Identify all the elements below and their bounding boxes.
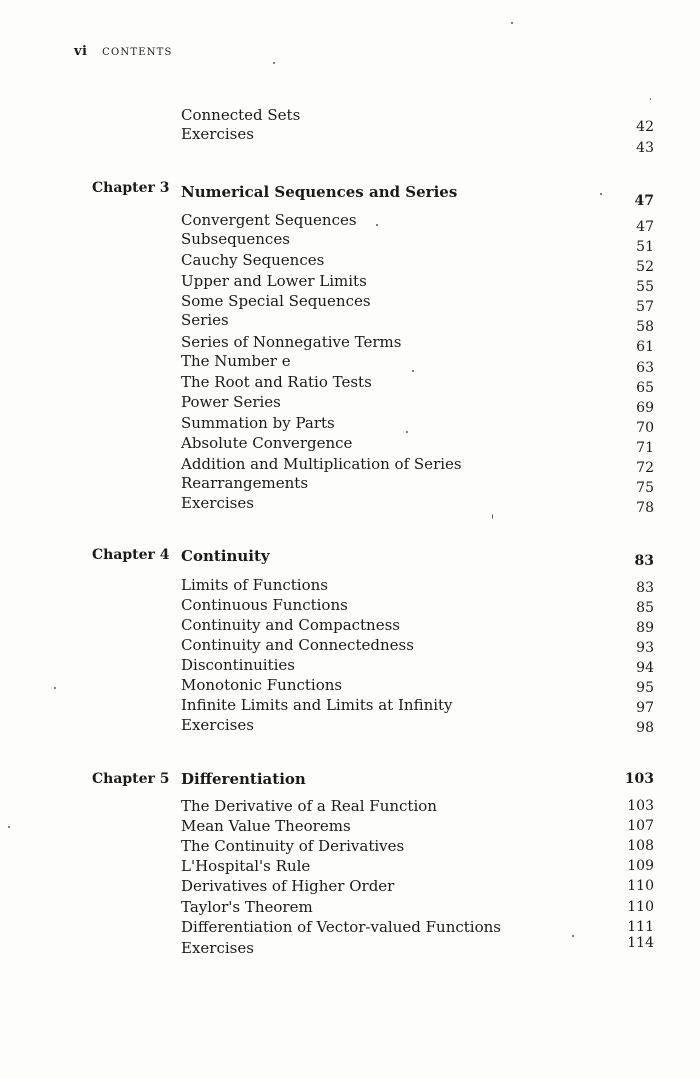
toc-entry-page: 72 — [636, 460, 654, 476]
toc-entry — [181, 106, 300, 124]
toc-entry-page: 110 — [627, 899, 654, 915]
scan-speck — [650, 98, 651, 100]
toc-entry-page: 61 — [636, 339, 654, 355]
toc-entry-page: 85 — [636, 600, 654, 616]
scan-speck — [511, 22, 513, 24]
toc-entry-title: Convergent Sequences — [181, 211, 357, 229]
scan-speck — [572, 935, 574, 937]
toc-entry — [181, 272, 367, 290]
toc-entry-page: 65 — [636, 380, 654, 396]
toc-entry-title: Derivatives of Higher Order — [181, 877, 395, 895]
toc-entry-title: Series — [181, 311, 229, 329]
chapter-page: 103 — [624, 771, 654, 787]
page-number: vi — [74, 44, 88, 59]
toc-entry-title: Monotonic Functions — [181, 676, 343, 694]
toc-entry — [181, 251, 324, 269]
toc-entry-title: Continuity and Connectedness — [181, 636, 414, 654]
toc-entry-page: 97 — [636, 700, 654, 716]
scan-speck — [412, 370, 414, 372]
toc-entry — [181, 125, 254, 143]
toc-entry — [181, 494, 254, 512]
toc-entry-page: 63 — [636, 360, 654, 376]
toc-entry-title: The Number e — [181, 352, 291, 370]
chapter-page: 47 — [634, 193, 654, 209]
toc-entry-page: 55 — [636, 279, 654, 295]
toc-entry-page: 69 — [636, 400, 654, 416]
scan-speck — [600, 193, 602, 195]
toc-entry-page: 110 — [627, 878, 654, 894]
toc-entry-page: 109 — [627, 858, 654, 874]
toc-entry-page: 70 — [636, 420, 654, 436]
toc-entry — [181, 230, 290, 248]
toc-entry — [181, 939, 254, 957]
toc-entry-page: 51 — [636, 239, 654, 255]
chapter-title: Numerical Sequences and Series — [181, 183, 458, 201]
toc-entry-page: 94 — [636, 660, 654, 676]
toc-entry-page: 57 — [636, 299, 654, 315]
toc-entry-page: 98 — [636, 720, 654, 736]
toc-entry-page: 108 — [627, 838, 654, 854]
chapter-label: Chapter 4 — [92, 547, 170, 563]
toc-entry — [181, 455, 462, 473]
scan-speck — [54, 687, 56, 689]
toc-entry-title: Series of Nonnegative Terms — [181, 333, 402, 351]
toc-entry-title: L'Hospital's Rule — [181, 857, 311, 875]
toc-entry-title: Rearrangements — [181, 474, 309, 492]
toc-entry-title: The Continuity of Derivatives — [181, 837, 405, 855]
scan-speck — [376, 224, 378, 226]
toc-entry-page: 43 — [636, 140, 654, 156]
toc-entry — [181, 817, 351, 835]
chapter-title: Continuity — [181, 547, 270, 565]
toc-entry-title: Connected Sets — [181, 106, 301, 124]
chapter-label: Chapter 3 — [92, 180, 170, 196]
toc-entry — [181, 414, 335, 432]
scan-speck — [273, 62, 275, 64]
toc-entry-page: 58 — [636, 319, 654, 335]
toc-entry — [181, 373, 372, 391]
toc-entry-page: 103 — [627, 798, 654, 814]
toc-entry-title: Limits of Functions — [181, 576, 328, 594]
toc-entry-title: Exercises — [181, 716, 254, 734]
toc-entry — [181, 596, 348, 614]
scan-speck — [492, 514, 493, 519]
toc-entry — [181, 656, 295, 674]
toc-entry — [181, 616, 400, 634]
toc-entry-title: Summation by Parts — [181, 414, 335, 432]
toc-entry-title: Exercises — [181, 494, 254, 512]
toc-entry-page: 71 — [636, 440, 654, 456]
toc-entry-title: The Derivative of a Real Function — [181, 797, 437, 815]
toc-entry — [181, 636, 414, 654]
toc-entry-page: 47 — [636, 219, 654, 235]
toc-entry-title: Exercises — [181, 939, 254, 957]
toc-entry — [181, 797, 437, 815]
toc-entry-title: Addition and Multiplication of Series — [181, 455, 462, 473]
scan-speck — [406, 431, 408, 433]
toc-entry-title: Discontinuities — [181, 656, 295, 674]
toc-entry-page: 42 — [636, 119, 654, 135]
toc-entry-title: Power Series — [181, 393, 281, 411]
toc-entry-title: The Root and Ratio Tests — [181, 373, 372, 391]
toc-entry-title: Taylor's Theorem — [181, 898, 313, 916]
toc-entry-page: 95 — [636, 680, 654, 696]
toc-entry-title: Continuity and Compactness — [181, 616, 400, 634]
toc-entry-page: 52 — [636, 259, 654, 275]
toc-entry — [181, 292, 371, 310]
scan-speck — [8, 826, 10, 828]
toc-entry — [181, 918, 501, 936]
toc-entry-page: 89 — [636, 620, 654, 636]
toc-entry — [181, 716, 254, 734]
toc-entry-title: Cauchy Sequences — [181, 251, 325, 269]
chapter-label: Chapter 5 — [92, 771, 170, 787]
toc-entry-title: Subsequences — [181, 230, 290, 248]
toc-entry-title: Mean Value Theorems — [181, 817, 351, 835]
running-head — [74, 44, 173, 59]
toc-entry — [181, 311, 229, 329]
toc-entry — [181, 576, 328, 594]
chapter-page: 83 — [634, 553, 654, 569]
toc-entry — [181, 211, 357, 229]
toc-entry — [181, 393, 281, 411]
toc-entry — [181, 474, 308, 492]
toc-entry-page: 114 — [627, 935, 654, 951]
toc-entry — [181, 696, 453, 714]
toc-entry — [181, 877, 394, 895]
toc-entry-title: Exercises — [181, 125, 254, 143]
toc-entry-page: 83 — [636, 580, 654, 596]
toc-entry — [181, 333, 401, 351]
toc-entry — [181, 857, 310, 875]
chapter-title: Differentiation — [181, 770, 306, 788]
toc-entry-page: 93 — [636, 640, 654, 656]
running-head-title: CONTENTS — [102, 47, 173, 58]
toc-entry — [181, 837, 404, 855]
toc-entry-page: 78 — [636, 500, 654, 516]
toc-entry-title: Infinite Limits and Limits at Infinity — [181, 696, 453, 714]
toc-entry-title: Absolute Convergence — [181, 434, 353, 452]
toc-entry-title: Some Special Sequences — [181, 292, 371, 310]
toc-entry-title: Upper and Lower Limits — [181, 272, 367, 290]
toc-entry — [181, 676, 342, 694]
toc-entry — [181, 898, 313, 916]
toc-entry-page: 107 — [627, 818, 654, 834]
toc-entry-title: Continuous Functions — [181, 596, 348, 614]
toc-entry — [181, 352, 291, 370]
toc-entry — [181, 434, 352, 452]
toc-entry-title: Differentiation of Vector-valued Functions — [181, 918, 501, 936]
toc-entry-page: 75 — [636, 480, 654, 496]
toc-entry-page: 111 — [627, 919, 654, 935]
